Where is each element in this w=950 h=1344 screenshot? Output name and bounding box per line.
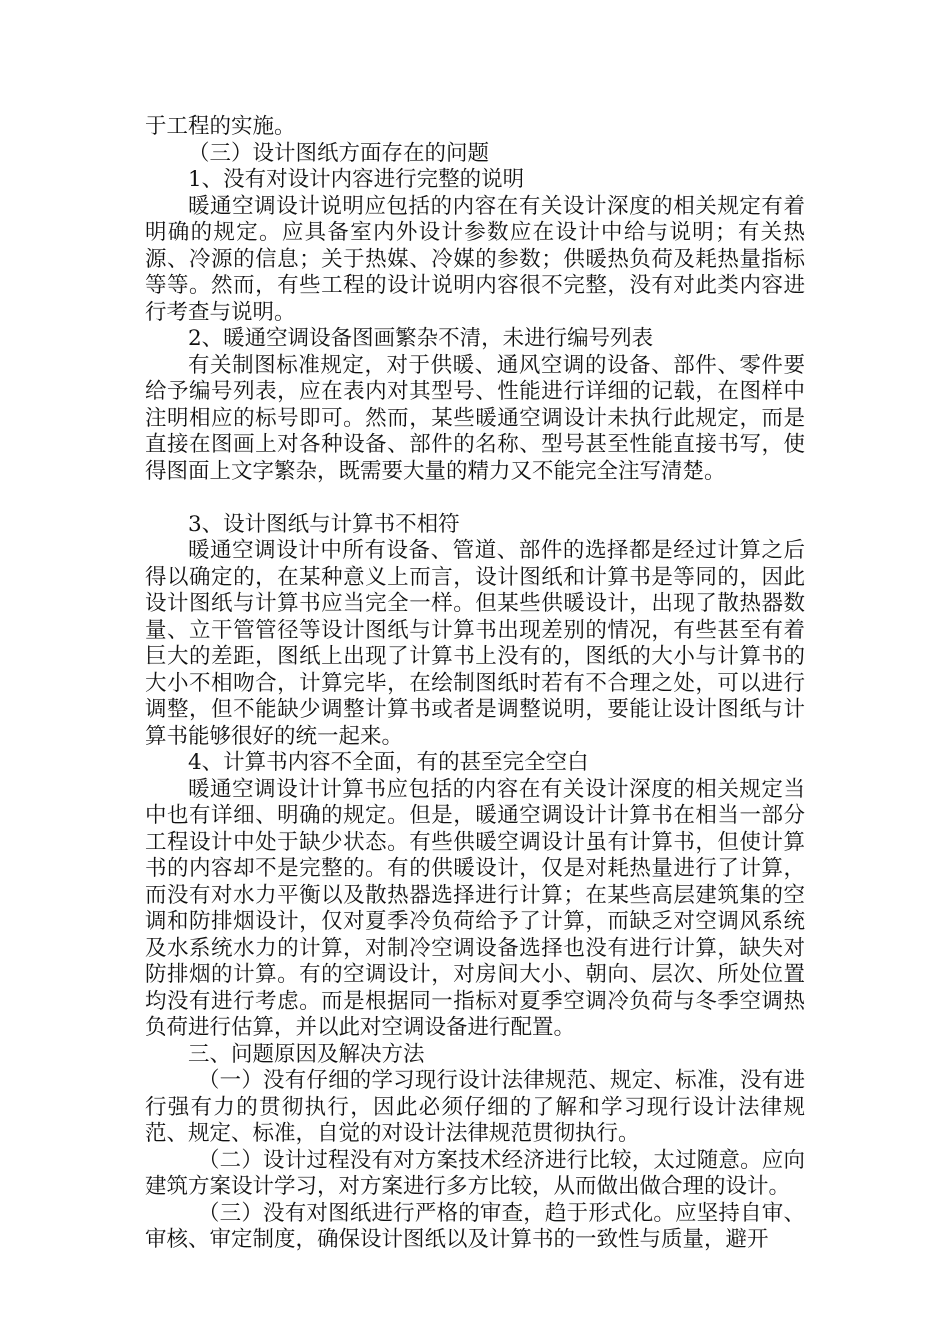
- paragraph-calculation-content: 暖通空调设计计算书应包括的内容在有关设计深度的相关规定当中也有详细、明确的规定。但是，暖通空调设计计算书在相当一部分工程设计中处于缺少状态。有些供暖空调设计虽有计算书，但使计算书的内容却不是完整的。有的供暖设计，仅是对耗热量进行了计算，而没有对水力平衡以及散热器选择进行计算；在某些高层建筑集的空调和防排烟设计，仅对夏季冷负荷给予了计算，而缺乏对空调风系统及水系统水力的计算，对制冷空调设备选择也没有进行计算，缺失对防排烟的计算。有的空调设计，对房间大小、朝向、层次、所处位置均没有进行考虑。而是根据同一指标对夏季空调冷负荷与冬季空调热负荷进行估算，并以此对空调设备进行配置。: [145, 776, 805, 1040]
- paragraph-cause-3: （三）没有对图纸进行严格的审查，趋于形式化。应坚持自审、审核、审定制度，确保设计图纸以及计算书的一致性与质量，避开: [145, 1200, 805, 1252]
- document-body: [145, 114, 805, 1254]
- paragraph-cause-1: （一）没有仔细的学习现行设计法律规范、规定、标准，没有进行强有力的贯彻执行，因此必须仔细的了解和学习现行设计法律规范、规定、标准，自觉的对设计法律规范贯彻执行。: [145, 1068, 805, 1146]
- paragraph-cause-2: （二）设计过程没有对方案技术经济进行比较，太过随意。应向建筑方案设计学习，对方案进行多方比较，从而做出做合理的设计。: [145, 1147, 805, 1199]
- section-heading-drawings: （三）设计图纸方面存在的问题: [188, 140, 490, 166]
- blank-line: [145, 485, 805, 512]
- subheading-4: 4、计算书内容不全面，有的甚至完全空白: [188, 750, 589, 775]
- paragraph-continuation: 于工程的实施。: [145, 114, 296, 139]
- paragraph-drawings-vs-calculations: 暖通空调设计中所有设备、管道、部件的选择都是经过计算之后得以确定的，在某种意义上而言，设计图纸和计算书是等同的，因此设计图纸与计算书应当完全一样。但某些供暖设计，出现了散热器数量、立干管管径等设计图纸与计算书出现差别的情况，有些甚至有着巨大的差距，图纸上出现了计算书上没有的，图纸的大小与计算书的大小不相吻合，计算完毕，在绘制图纸时若有不合理之处，可以进行调整，但不能缺少调整计算书或者是调整说明，要能让设计图纸与计算书能够很好的统一起来。: [145, 538, 805, 749]
- subheading-3: 3、设计图纸与计算书不相符: [188, 511, 460, 537]
- paragraph-drawing-standards: 有关制图标准规定，对于供暖、通风空调的设备、部件、零件要给予编号列表，应在表内对其型号、性能进行详细的记载，在图样中注明相应的标号即可。然而，某些暖通空调设计未执行此规定，而是直接在图画上对各种设备、部件的名称、型号甚至性能直接书写，使得图面上文字繁杂，既需要大量的精力又不能完全注写清楚。: [145, 352, 805, 484]
- section-heading-causes: 三、问题原因及解决方法: [188, 1041, 425, 1067]
- paragraph-design-description: 暖通空调设计说明应包括的内容在有关设计深度的相关规定有着明确的规定。应具备室内外设计参数应在设计中给与说明；有关热源、冷源的信息；关于热媒、冷媒的参数；供暖热负荷及耗热量指标等等。然而，有些工程的设计说明内容很不完整，没有对此类内容进行考查与说明。: [145, 193, 805, 325]
- subheading-2: 2、暖通空调设备图画繁杂不清，未进行编号列表: [188, 326, 654, 351]
- subheading-1: 1、没有对设计内容进行完整的说明: [188, 167, 525, 192]
